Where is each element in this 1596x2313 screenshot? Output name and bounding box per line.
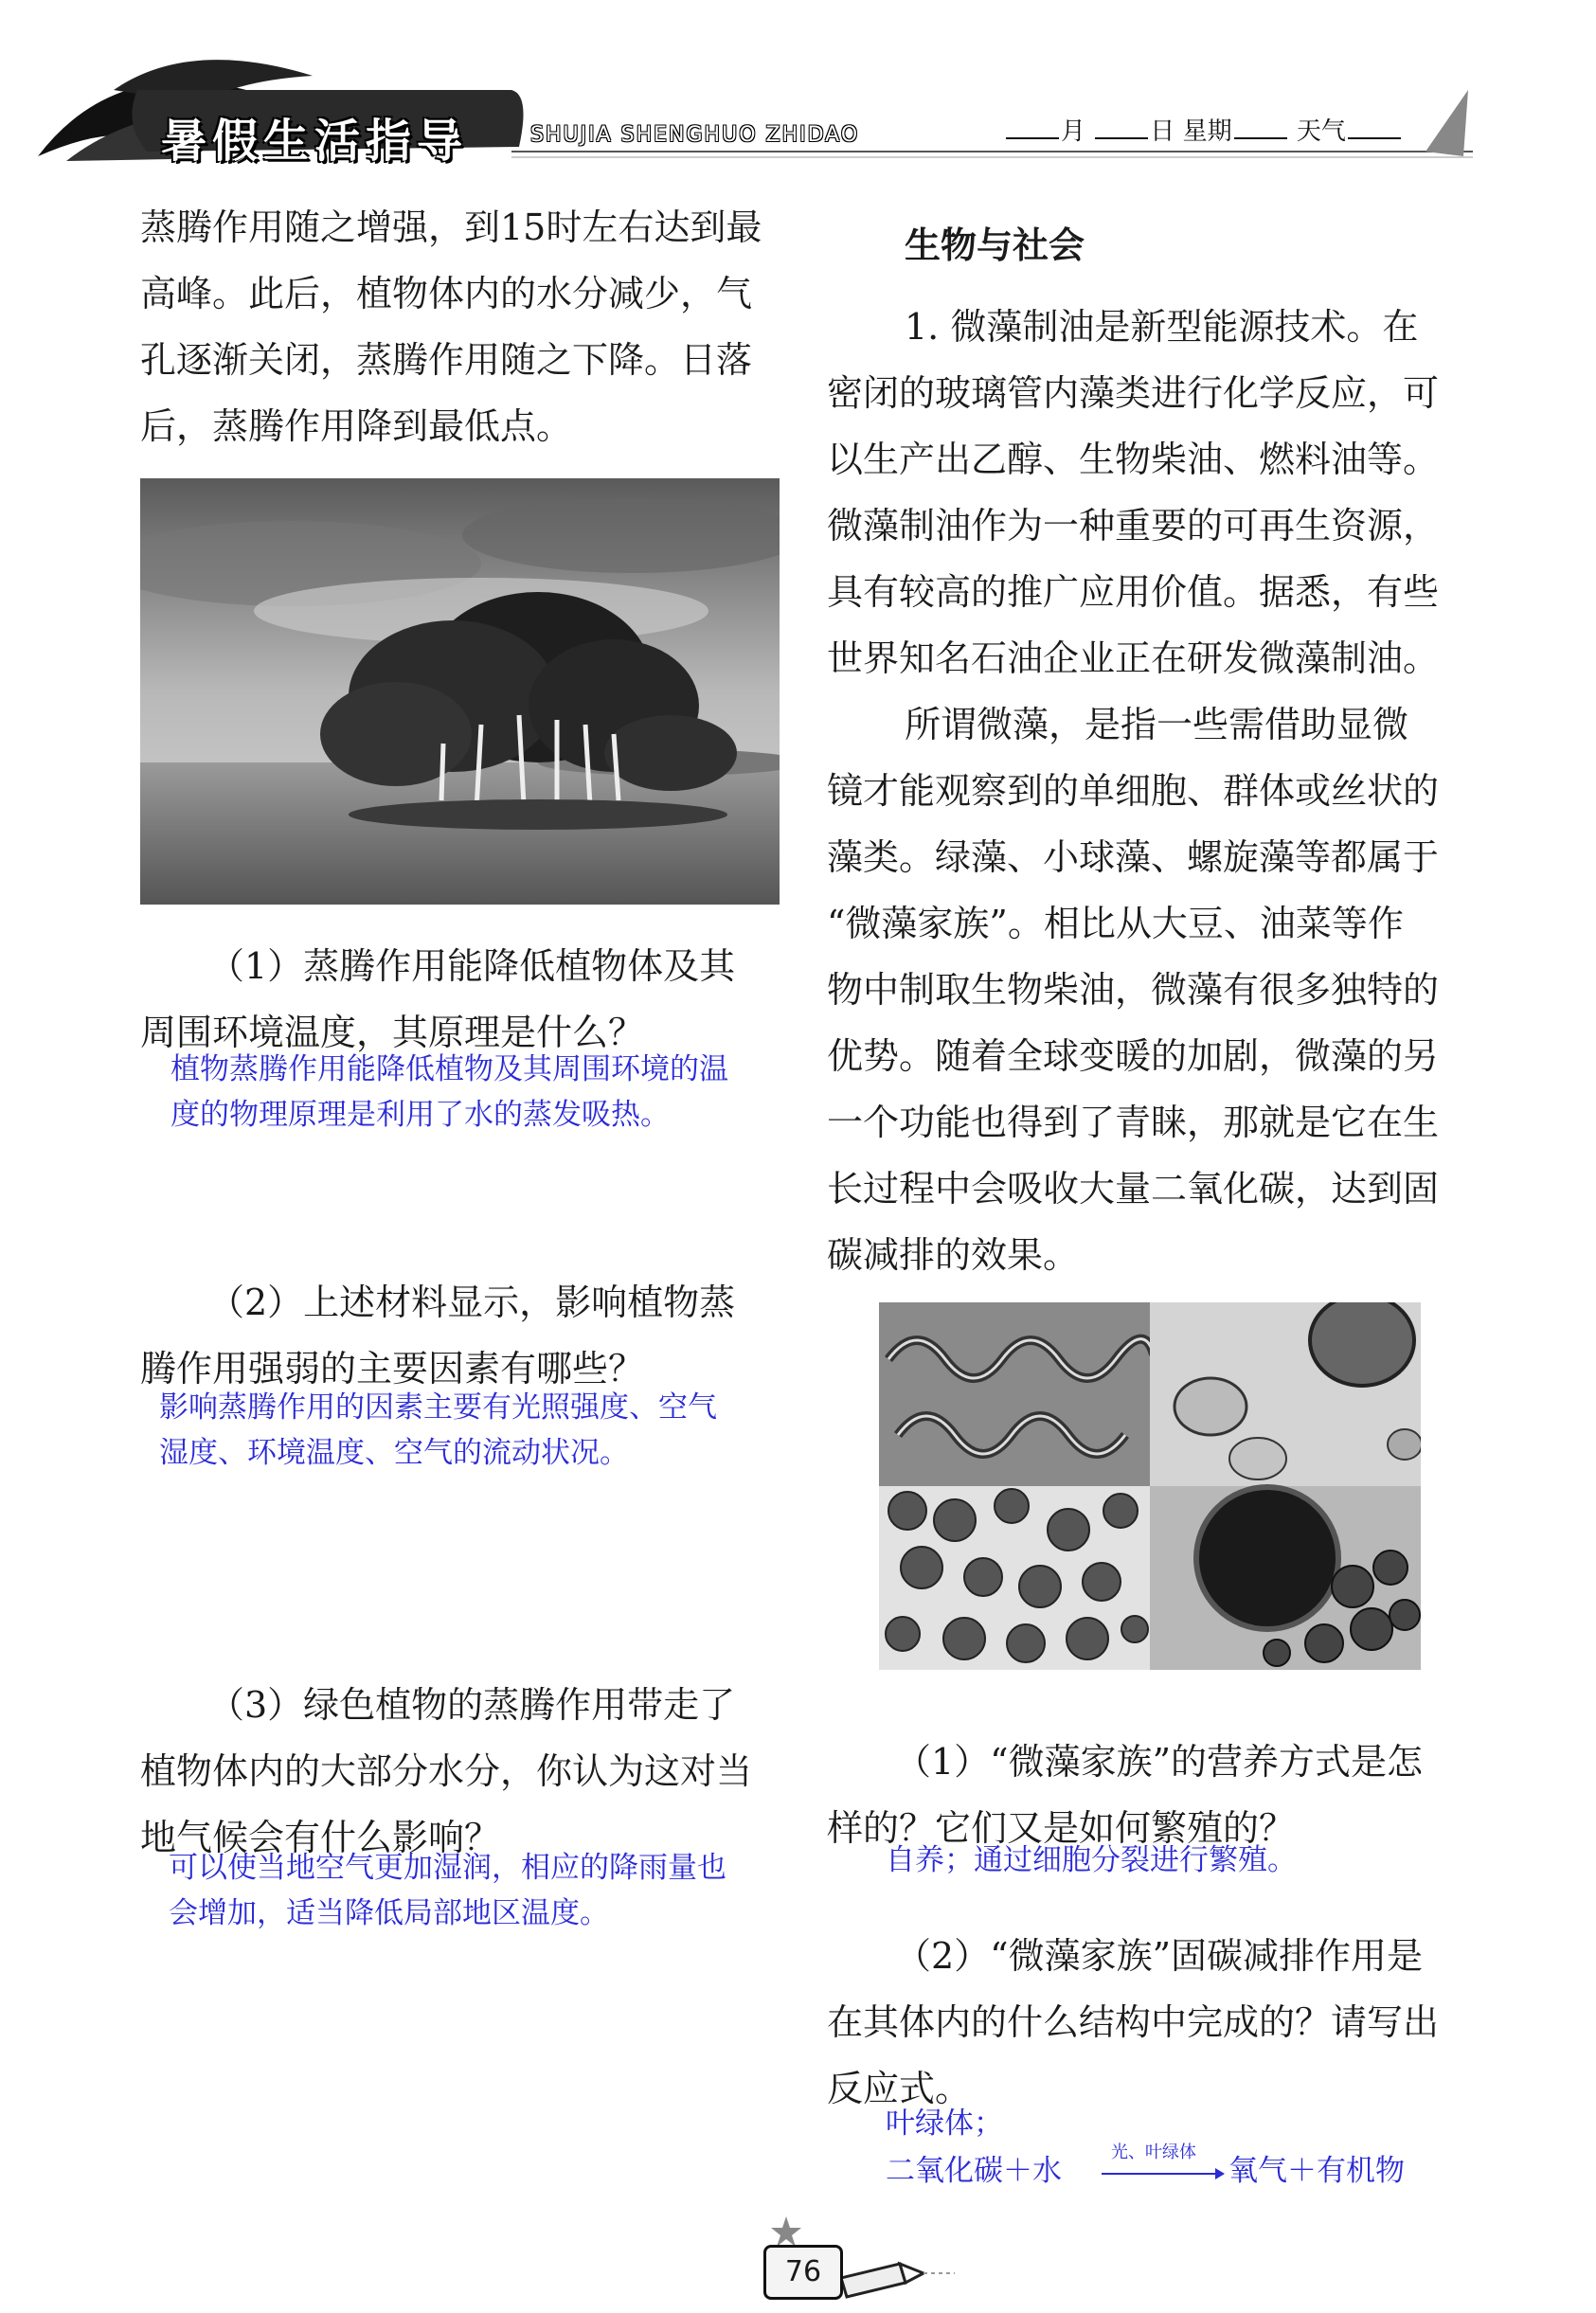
question-line: （3）绿色植物的蒸腾作用带走了 [208,1684,736,1726]
month-label: 月 [1061,117,1086,146]
question-line: 地气候会有什么影响？ [140,1817,501,1858]
question-line: 反应式。 [827,2068,972,2109]
question-line: （2）上述材料显示，影响植物蒸 [208,1282,736,1323]
question-line: 样的？它们又是如何繁殖的？ [827,1807,1296,1849]
equation-condition: 光、叶绿体 [1111,2143,1196,2162]
reaction-equation [886,2131,1473,2197]
answer-line: 度的物理原理是利用了水的蒸发吸热。 [170,1098,670,1132]
answer-line: 湿度、环境温度、空气的流动状况。 [159,1436,629,1470]
text-line: 镜才能观察到的单细胞、群体或丝状的 [827,770,1440,812]
answer-line: 植物蒸腾作用能降低植物及其周围环境的温 [170,1052,728,1086]
text-line: 一个功能也得到了青睐，那就是它在生 [827,1102,1440,1143]
equation-products: 氧气＋有机物 [1228,2154,1405,2188]
text-line: 高峰。此后，植物体内的水分减少，气 [140,273,753,314]
equation-reactants: 二氧化碳＋水 [886,2154,1062,2188]
question-line: 在其体内的什么结构中完成的？请写出 [827,2001,1440,2043]
answer-line: 可以使当地空气更加湿润，相应的降雨量也 [169,1851,726,1885]
question-line: 周围环境温度，其原理是什么？ [140,1012,645,1053]
text-line: 以生产出乙醇、生物柴油、燃料油等。 [827,439,1440,480]
text-line: 具有较高的推广应用价值。据悉，有些 [827,571,1440,613]
text-line: 蒸腾作用随之增强，到15时左右达到最 [140,206,762,248]
text-line: 藻类。绿藻、小球藻、螺旋藻等都属于 [827,836,1440,878]
text-line: 孔逐渐关闭，蒸腾作用随之下降。日落 [140,339,753,381]
weekday-blank[interactable] [1234,137,1287,139]
weekday-label: 星期 [1182,117,1232,146]
answer-line: 叶绿体； [886,2107,1003,2141]
reaction-arrow-icon [1102,2167,1225,2180]
question-line: （1）“微藻家族”的营养方式是怎 [895,1741,1424,1783]
month-blank[interactable] [1006,137,1059,139]
text-line: 物中制取生物柴油，微藻有很多独特的 [827,969,1440,1011]
section-title: 生物与社会 [905,224,1085,266]
weather-label: 天气 [1296,117,1346,146]
weather-blank[interactable] [1348,137,1401,139]
text-line: 碳减排的效果。 [827,1234,1080,1276]
page-header [0,0,1596,180]
question-line: 腾作用强弱的主要因素有哪些？ [140,1348,645,1390]
question-line: （1）蒸腾作用能降低植物体及其 [208,945,736,987]
text-line: 密闭的玻璃管内藻类进行化学反应，可 [827,372,1440,414]
header-pinyin: SHUJIA SHENGHUO ZHIDAO [530,123,860,147]
day-label: 日 [1150,117,1175,146]
header-title: 暑假生活指导 [161,115,469,168]
text-line: 世界知名石油企业正在研发微藻制油。 [827,637,1440,679]
text-line: 1. 微藻制油是新型能源技术。在 [905,306,1419,348]
question-line: 植物体内的大部分水分，你认为这对当 [140,1750,753,1792]
day-blank[interactable] [1095,137,1148,139]
page-number: 76 [763,2245,843,2300]
text-line: “微藻家族”。相比从大豆、油菜等作 [827,903,1404,944]
text-line: 优势。随着全球变暖的加剧，微藻的另 [827,1035,1440,1077]
text-line: 微藻制油作为一种重要的可再生资源， [827,505,1440,547]
answer-line: 会增加，适当降低局部地区温度。 [169,1896,609,1930]
question-line: （2）“微藻家族”固碳减排作用是 [895,1935,1424,1977]
text-line: 长过程中会吸收大量二氧化碳，达到固 [827,1168,1440,1210]
microalgae-micrograph [879,1302,1421,1670]
grassland-tree-photo [140,478,780,905]
text-line: 所谓微藻，是指一些需借助显微 [905,704,1409,745]
date-fields [1004,112,1403,147]
text-line: 后，蒸腾作用降到最低点。 [140,405,573,447]
answer-line: 自养；通过细胞分裂进行繁殖。 [886,1843,1297,1877]
answer-line: 影响蒸腾作用的因素主要有光照强度、空气 [159,1390,717,1425]
